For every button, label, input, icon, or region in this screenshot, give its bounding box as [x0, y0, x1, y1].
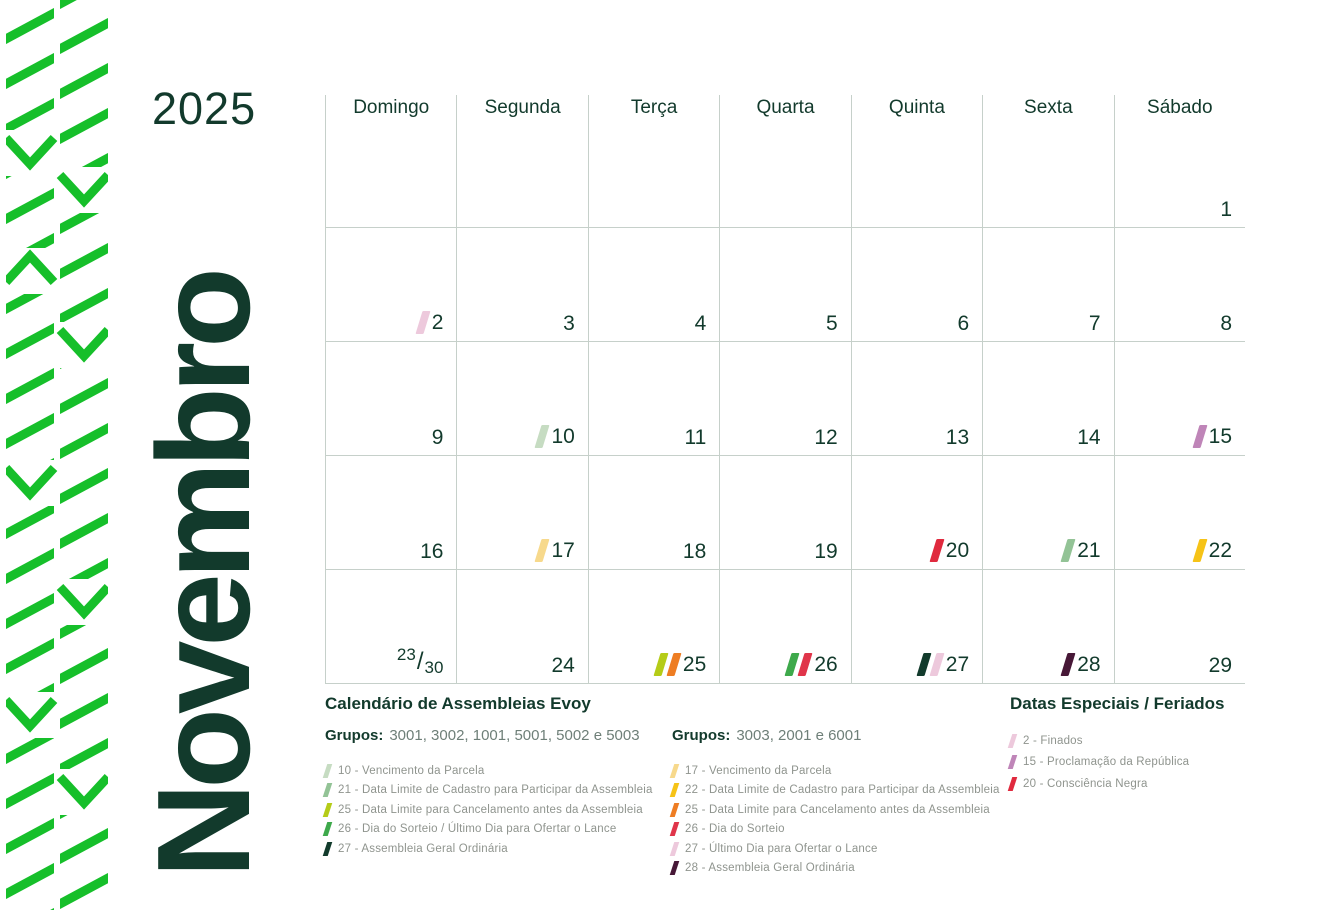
legend-tick: [670, 803, 680, 817]
legend-tick: [1008, 755, 1018, 769]
day-number: 16: [420, 540, 444, 563]
event-tick-cancelamento-g2: [666, 653, 681, 676]
legend-item: 25 - Data Limite para Cancelamento antes da Assembleia: [325, 800, 670, 820]
legend-assemblies-col2: [672, 726, 1017, 878]
day-cell-3: [456, 228, 587, 342]
day-number: 12: [814, 426, 838, 449]
day-number: 3: [563, 312, 575, 335]
weekday-label-quarta: Quarta: [756, 97, 815, 118]
day-cell-2: [325, 228, 456, 342]
weekday-header-cell-and-day-1: [1114, 95, 1245, 228]
legend-tick: [323, 803, 333, 817]
weekday-header-cell: [325, 95, 456, 228]
legend-item: 17 - Vencimento da Parcela: [672, 761, 1017, 781]
day-number: 4: [694, 312, 707, 335]
day-cell-19: [719, 456, 850, 570]
year-label: 2025: [152, 83, 257, 134]
day-cell-8: [1114, 228, 1245, 342]
legend-tick: [323, 783, 333, 797]
day-cell-5: [719, 228, 850, 342]
day-number: 10: [551, 425, 575, 448]
day-number: 8: [1220, 312, 1232, 335]
day-cell-13: [851, 342, 982, 456]
day-cell-27: [851, 570, 982, 684]
event-tick-assembleia-g1: [916, 653, 931, 676]
day-number: 15: [1208, 425, 1232, 448]
day-number: 27: [945, 653, 970, 676]
event-tick-lance-g2: [929, 653, 944, 676]
day-split-slash: /: [416, 648, 424, 675]
day-number: 19: [814, 540, 838, 563]
day-number: 25: [682, 653, 707, 676]
event-tick-cadastro-g2: [1192, 539, 1207, 562]
day-number: 17: [551, 539, 575, 562]
weekday-header-cell: [456, 95, 587, 228]
day-number-23: 23: [396, 645, 416, 664]
day-cell-14: [982, 342, 1113, 456]
groups-row-1: [325, 726, 670, 746]
legend-tick: [1008, 777, 1018, 791]
day-number-30: 30: [424, 658, 444, 677]
legend-tick: [670, 842, 680, 856]
day-number: 26: [814, 653, 838, 676]
day-cell-22: [1114, 456, 1245, 570]
calendar-grid: [325, 95, 1245, 684]
groups-row-2: [672, 726, 1017, 746]
event-tick-parcela-g1: [535, 425, 550, 448]
day-cell-24: [456, 570, 587, 684]
day-cell-16: [325, 456, 456, 570]
day-cell-11: [588, 342, 719, 456]
day-cell-9: [325, 342, 456, 456]
legend-tick: [670, 783, 680, 797]
event-tick-cancelamento-g1: [653, 653, 668, 676]
legend-item: 26 - Dia do Sorteio: [672, 820, 1017, 840]
legend-tick: [670, 861, 680, 875]
event-tick-parcela-g2: [535, 539, 550, 562]
event-tick-cadastro-g1: [1061, 539, 1076, 562]
weekday-header-cell: [982, 95, 1113, 228]
day-number: 13: [945, 426, 970, 449]
legend-special-dates: [1010, 694, 1270, 795]
day-number: 22: [1208, 539, 1232, 562]
day-cell-29: [1114, 570, 1245, 684]
day-number: 18: [682, 540, 707, 563]
day-cell-26: [719, 570, 850, 684]
legend-item: 20 - Consciência Negra: [1010, 773, 1270, 795]
groups-value-2: 3003, 2001 e 6001: [736, 727, 862, 744]
day-number: 14: [1077, 426, 1101, 449]
event-tick-sorteio-g2: [798, 653, 813, 676]
legend-item: 15 - Proclamação da República: [1010, 752, 1270, 774]
decorative-zigzag-pattern: [6, 0, 108, 910]
event-tick-assembleia-g2: [1061, 653, 1076, 676]
legend-item: 25 - Data Limite para Cancelamento antes da Assembleia: [672, 800, 1017, 820]
weekday-header-cell: [719, 95, 850, 228]
legend-tick: [670, 822, 680, 836]
day-number: 6: [957, 312, 970, 335]
weekday-label-sabado: Sábado: [1147, 97, 1213, 118]
legend-item: 28 - Assembleia Geral Ordinária: [672, 859, 1017, 879]
day-cell-18: [588, 456, 719, 570]
event-tick-finados: [415, 311, 430, 334]
day-cell-25: [588, 570, 719, 684]
day-cell-12: [719, 342, 850, 456]
weekday-header-cell: [851, 95, 982, 228]
day-cell-20: [851, 456, 982, 570]
legend-tick: [670, 764, 680, 778]
weekday-label-domingo: Domingo: [353, 97, 430, 118]
groups-label: Grupos:: [672, 727, 731, 744]
legend-item: 27 - Assembleia Geral Ordinária: [325, 839, 670, 859]
day-number: 29: [1208, 654, 1232, 677]
legend-assemblies-title: Calendário de Assembleias Evoy: [325, 694, 591, 713]
legend-item: 10 - Vencimento da Parcela: [325, 761, 670, 781]
month-label: Novembro: [130, 273, 277, 878]
day-cell-7: [982, 228, 1113, 342]
legend-item: 26 - Dia do Sorteio / Último Dia para Ofertar o Lance: [325, 820, 670, 840]
day-cell-28: [982, 570, 1113, 684]
day-number: 2: [431, 311, 444, 334]
groups-value-1: 3001, 3002, 1001, 5001, 5002 e 5003: [389, 727, 640, 744]
legend-item: 21 - Data Limite de Cadastro para Participar da Assembleia: [325, 781, 670, 801]
day-number: 1: [1220, 198, 1232, 221]
day-cell-21: [982, 456, 1113, 570]
legend-tick: [1008, 734, 1018, 748]
weekday-label-terca: Terça: [630, 97, 678, 118]
day-cell-17: [456, 456, 587, 570]
day-cell-10: [456, 342, 587, 456]
weekday-label-segunda: Segunda: [484, 97, 561, 118]
legend-item: 27 - Último Dia para Ofertar o Lance: [672, 839, 1017, 859]
day-number: 20: [945, 539, 970, 562]
day-number: 11: [684, 426, 707, 449]
legend-item: 2 - Finados: [1010, 730, 1270, 752]
weekday-label-quinta: Quinta: [888, 97, 945, 118]
day-cell-4: [588, 228, 719, 342]
day-number: 28: [1077, 653, 1101, 676]
legend-tick: [323, 764, 333, 778]
day-number: 24: [551, 654, 575, 677]
legend-special-title: Datas Especiais / Feriados: [1010, 694, 1225, 713]
day-cell-23-30: [325, 570, 456, 684]
day-number: 5: [826, 312, 838, 335]
day-number: 9: [431, 426, 444, 449]
event-tick-consciencia-negra: [929, 539, 944, 562]
day-number: 7: [1088, 312, 1101, 335]
groups-label: Grupos:: [325, 727, 384, 744]
legend-tick: [323, 822, 333, 836]
event-tick-republica: [1192, 425, 1207, 448]
legend-tick: [323, 842, 333, 856]
weekday-header-cell: [588, 95, 719, 228]
day-number: 21: [1077, 539, 1101, 562]
day-cell-15: [1114, 342, 1245, 456]
legend-item: 22 - Data Limite de Cadastro para Participar da Assembleia: [672, 781, 1017, 801]
weekday-label-sexta: Sexta: [1024, 97, 1073, 118]
legend-assemblies-col1: [325, 694, 670, 859]
day-cell-6: [851, 228, 982, 342]
